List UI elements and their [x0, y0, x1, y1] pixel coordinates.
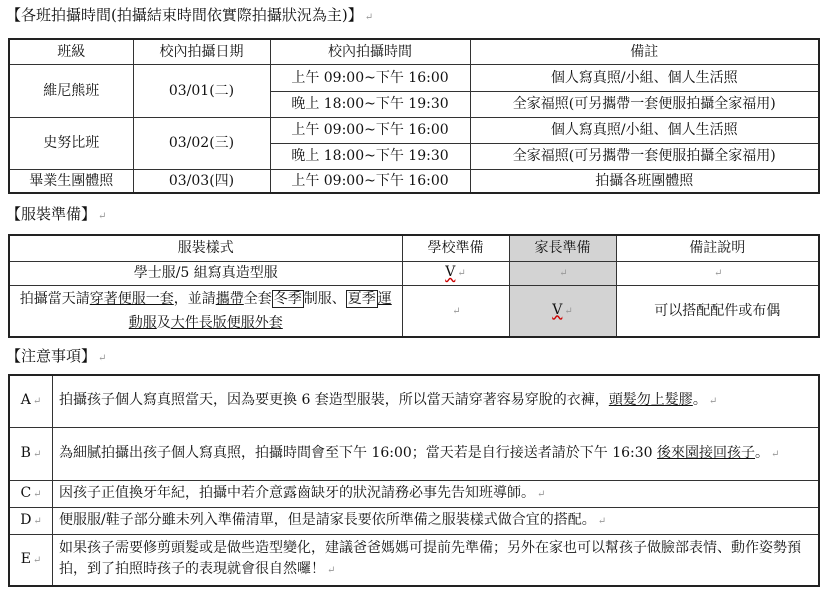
clothing-remark: ↵: [616, 261, 819, 285]
list-item: [9, 507, 819, 534]
clothing-style: 學士服/5 組寫真造型服: [9, 261, 402, 285]
shoot-note: 拍攝各班團體照: [470, 169, 819, 193]
school-check: V ↵: [402, 261, 509, 285]
list-item: [9, 480, 819, 507]
shoot-note: 全家福照(可另攜帶一套便服拍攝全家福用): [470, 91, 819, 117]
list-item: [9, 375, 819, 427]
schedule-table: [8, 38, 820, 194]
note-text: 便服服/鞋子部分雖未列入準備清單，但是請家長要依所準備之服裝樣式做合宜的搭配。 ↵: [53, 507, 820, 534]
clothing-table: [8, 234, 820, 338]
header-style: 服裝樣式: [9, 235, 402, 261]
schedule-header-row: [9, 39, 819, 64]
clothing-remark: 可以搭配配件或布偶: [616, 285, 819, 337]
shoot-date: 03/01(二): [133, 64, 270, 117]
header-parent: 家長準備: [509, 235, 616, 261]
shoot-time: 上午 09:00~下午 16:00: [270, 117, 470, 143]
shoot-note: 全家福照(可另攜帶一套便服拍攝全家福用): [470, 143, 819, 169]
shoot-note: 個人寫真照/小組、個人生活照: [470, 64, 819, 91]
shoot-date: 03/03(四): [133, 169, 270, 193]
note-text: 拍攝孩子個人寫真照當天，因為要更換 6 套造型服裝，所以當天請穿著容易穿脫的衣褲，頭髮勿上髮膠。 ↵: [53, 375, 820, 427]
school-check: ↵: [402, 285, 509, 337]
shoot-time: 晚上 18:00~下午 19:30: [270, 91, 470, 117]
shoot-date: 03/02(三): [133, 117, 270, 169]
note-letter: E ↵: [9, 534, 53, 586]
class-name: 維尼熊班: [9, 64, 133, 117]
notes-table: [8, 374, 820, 587]
note-text: 如果孩子需要修剪頭髮或是做些造型變化，建議爸爸媽媽可提前先準備；另外在家也可以幫孩子做臉部表情、動作姿勢預拍，到了拍照時孩子的表現就會很自然囉！ ↵: [53, 534, 820, 586]
table-row: [9, 169, 819, 193]
table-row: [9, 261, 819, 285]
notes-heading: 【注意事項】 ↵: [6, 347, 107, 365]
header-school: 學校準備: [402, 235, 509, 261]
header-date: 校內拍攝日期: [133, 39, 270, 64]
parent-check: V ↵: [509, 285, 616, 337]
clothing-style-detail: 拍攝當天請穿著便服一套，並請攜帶全套 冬季 制服、 夏季 運動服及大件長版便服外套: [9, 285, 402, 337]
header-note: 備註: [470, 39, 819, 64]
parent-check: ↵: [509, 261, 616, 285]
shoot-time: 上午 09:00~下午 16:00: [270, 64, 470, 91]
list-item: [9, 427, 819, 480]
note-letter: D ↵: [9, 507, 53, 534]
note-text: 因孩子正值換牙年紀，拍攝中若介意露齒缺牙的狀況請務必事先告知班導師。 ↵: [53, 480, 820, 507]
class-name: 史努比班: [9, 117, 133, 169]
shoot-time: 晚上 18:00~下午 19:30: [270, 143, 470, 169]
header-remark: 備註說明: [616, 235, 819, 261]
class-name: 畢業生團體照: [9, 169, 133, 193]
note-letter: A ↵: [9, 375, 53, 427]
shoot-time: 上午 09:00~下午 16:00: [270, 169, 470, 193]
clothing-heading: 【服裝準備】 ↵: [6, 205, 107, 223]
table-row: [9, 64, 819, 91]
note-text: 為細膩拍攝出孩子個人寫真照，拍攝時間會至下午 16:00；當天若是自行接送者請於下午 16:30 後來園接回孩子。 ↵: [53, 427, 820, 480]
table-row: [9, 285, 819, 337]
note-letter: B ↵: [9, 427, 53, 480]
table-row: [9, 117, 819, 143]
clothing-header-row: [9, 235, 819, 261]
note-letter: C ↵: [9, 480, 53, 507]
schedule-heading: 【各班拍攝時間(拍攝結束時間依實際拍攝狀況為主)】 ↵: [6, 6, 374, 24]
header-class: 班級: [9, 39, 133, 64]
list-item: [9, 534, 819, 586]
header-time: 校內拍攝時間: [270, 39, 470, 64]
shoot-note: 個人寫真照/小組、個人生活照: [470, 117, 819, 143]
